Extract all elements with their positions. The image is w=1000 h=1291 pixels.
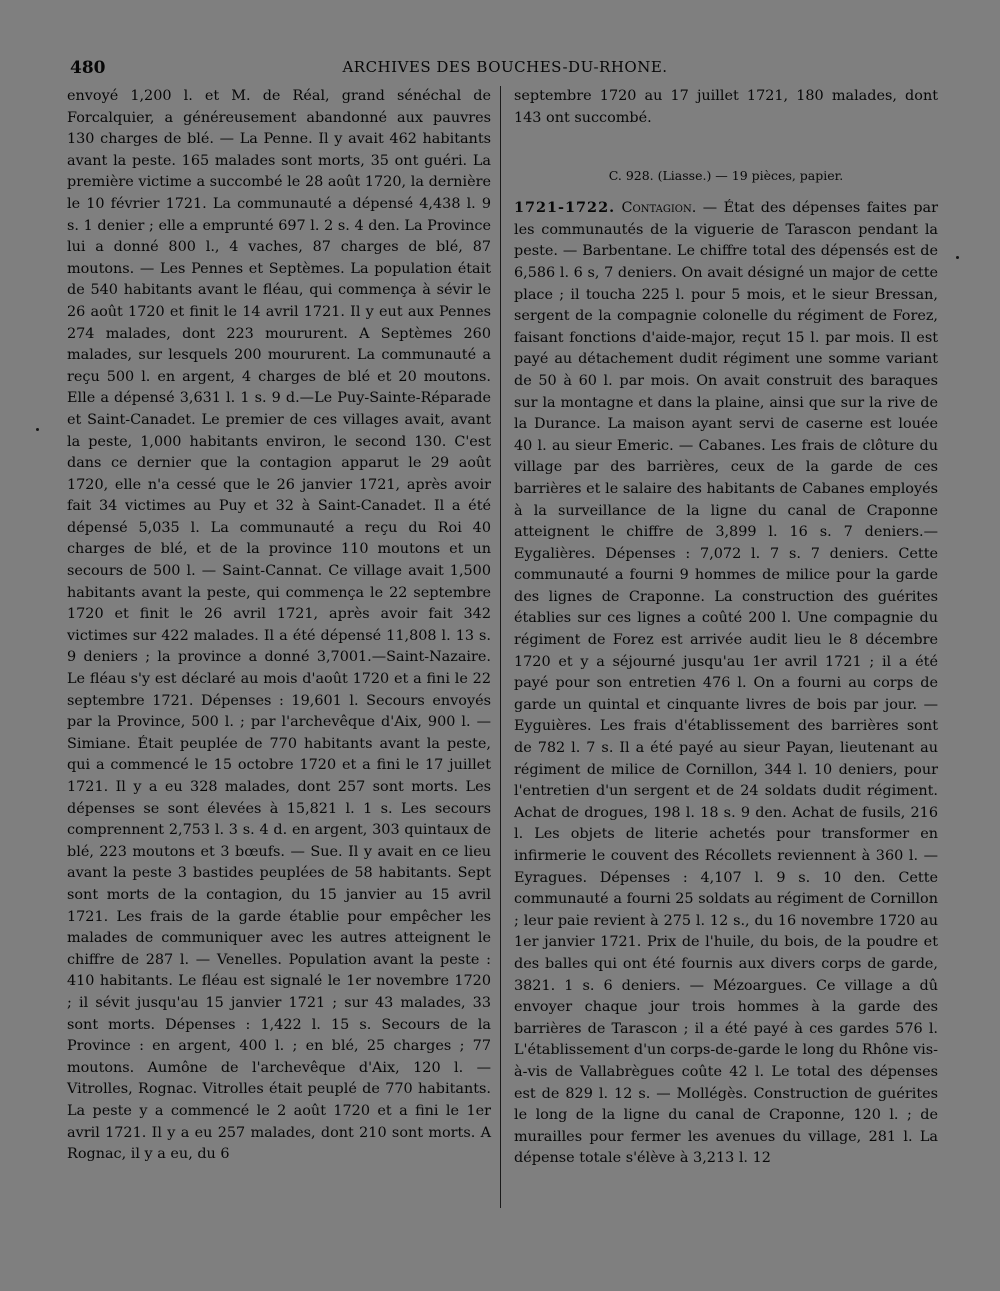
- continuation-text: septembre 1720 au 17 juillet 1721, 180 malades, dont 143 ont succombé.: [514, 88, 938, 126]
- right-column: [514, 86, 938, 1170]
- page-number: 480: [70, 58, 106, 78]
- entry-text: — État des dépenses faites par les communautés de la viguerie de Tarascon pendant la peste. — Barbentane. Le chiffre total des dépensés est de 6,586 l. 6 s, 7 deniers. On avait désigné un major de cette place ; il toucha 225 l. pour 5 mois, et le sieur Bressan, sergent de la compagnie colonelle du régiment de Forez, faisant fonctions d'aide-major, reçut 15 l. par mois. Il est payé au détachement dudit régiment une somme variant de 50 à 60 l. par mois. On avait construit des baraques sur la montagne et dans la plaine, ainsi que sur la rive de la Durance. La maison ayant servi de caserne est louée 40 l. au sieur Emeric. — Cabanes. Les frais de clôture du village par des barrières, ceux de la garde de ces barrières et le salaire des habitants de Cabanes employés à la surveillance de la ligne du canal de Craponne atteignent le chiffre de 3,899 l. 16 s. 7 deniers.— Eygalières. Dépenses : 7,072 l. 7 s. 7 deniers. Cette communauté a fourni 9 hommes de milice pour la garde des lignes de Craponne. La construction des guérites établies sur ces lignes a coûté 200 l. Une compagnie du régiment de Forez est arrivée audit lieu le 8 décembre 1720 et y a séjourné jusqu'au 1er avril 1721 ; il a été payé pour son entretien 476 l. On a fourni au corps de garde un quintal et cinquante livres de bois par jour. — Eyguières. Les frais d'établissement des barrières sont de 782 l. 7 s. Il a été payé au sieur Payan, lieutenant au régiment de milice de Cornillon, 344 l. 10 deniers, pour l'entretien d'un sergent et de 24 soldats dudit régiment. Achat de drogues, 198 l. 18 s. 9 den. Achat de fusils, 216 l. Les objets de literie achetés pour transformer en infirmerie le couvent des Récollets reviennent à 360 l. — Eyragues. Dépenses : 4,107 l. 9 s. 10 den. Cette communauté a fourni 25 soldats au régiment de Cornillon ; leur paie revient à 275 l. 12 s., du 16 novembre 1720 au 1er janvier 1721. Prix de l'huile, du bois, de la poudre et des balles qui ont été fournis aux divers corps de garde, 3821. 1 s. 6 deniers. — Mézoargues. Ce village a dû envoyer chaque jour trois hommes à la garde des barrières de Tarascon ; il a été payé à ces gardes 576 l. L'établissement d'un corps-de-garde le long du Rhône vis-à-vis de Vallabrègues coûte 42 l. Le total des dépenses est de 829 l. 12 s. — Mollégès. Construction de guérites le long de la ligne du canal de Craponne, 120 l. ; de murailles pour fermer les avenues du village, 281 l. La dépense totale s'élève à 3,213 l. 12: [514, 200, 939, 1167]
- running-title: ARCHIVES DES BOUCHES-DU-RHONE.: [342, 58, 668, 76]
- entry-keyword: Contagion.: [621, 200, 697, 217]
- entry-date: 1721-1722.: [514, 199, 616, 217]
- column-divider: [500, 86, 501, 1208]
- left-column: [67, 86, 491, 1166]
- left-column-text: envoyé 1,200 l. et M. de Réal, grand sénéchal de Forcalquier, a généreusement abandonné aux pauvres 130 charges de blé. — La Penne. Il y avait 462 habitants avant la peste. 165 malades sont morts, 35 ont guéri. La première victime a succombé le 28 août 1720, la dernière le 10 février 1721. La communauté a dépensé 4,438 l. 9 s. 1 denier ; elle a emprunté 697 l. 2 s. 4 den. La Province lui a donné 800 l., 4 vaches, 87 charges de blé, 87 moutons. — Les Pennes et Septèmes. La population était de 540 habitants avant le fléau, qui commença à sévir le 26 août 1720 et finit le 14 avril 1721. Il y eut aux Pennes 274 malades, dont 223 moururent. A Septèmes 260 malades, sur lesquels 200 moururent. La communauté a reçu 500 l. en argent, 4 charges de blé et 20 moutons. Elle a dépensé 3,631 l. 1 s. 9 d.—Le Puy-Sainte-Réparade et Saint-Canadet. Le premier de ces villages avait, avant la peste, 1,000 habitants environ, le second 130. C'est dans ce dernier que la contagion apparut le 29 août 1720, elle n'a cessé que le 26 janvier 1721, après avoir fait 34 victimes au Puy et 32 à Saint-Canadet. Il a été dépensé 5,035 l. La communauté a reçu du Roi 40 charges de blé, et de la province 110 moutons et un secours de 500 l. — Saint-Cannat. Ce village avait 1,500 habitants avant la peste, qui commença le 22 septembre 1720 et finit le 26 avril 1721, après avoir fait 342 victimes sur 422 malades. Il a été dépensé 11,808 l. 13 s. 9 deniers ; la province a donné 3,7001.—Saint-Nazaire. Le fléau s'y est déclaré au mois d'août 1720 et a fini le 22 septembre 1721. Dépenses : 19,601 l. Secours envoyés par la Province, 500 l. ; par l'archevêque d'Aix, 900 l. —Simiane. Était peuplée de 770 habitants avant la peste, qui a commencé le 15 octobre 1720 et a fini le 17 juillet 1721. Il y a eu 328 malades, dont 257 sont morts. Les dépenses se sont élevées à 15,821 l. 1 s. Les secours comprennent 2,753 l. 3 s. 4 d. en argent, 303 quintaux de blé, 223 moutons et 3 bœufs. — Sue. Il y avait en ce lieu avant la peste 3 bastides peuplées de 58 habitants. Sept sont morts de la contagion, du 15 janvier au 15 avril 1721. Les frais de la garde établie pour empêcher les malades de communiquer avec les autres atteignent le chiffre de 287 l. — Venelles. Population avant la peste : 410 habitants. Le fléau est signalé le 1er novembre 1720 ; il sévit jusqu'au 15 janvier 1721 ; sur 43 malades, 33 sont morts. Dépenses : 1,422 l. 15 s. Secours de la Province : en argent, 400 l. ; en blé, 25 charges ; 77 moutons. Aumône de l'archevêque d'Aix, 120 l. — Vitrolles, Rognac. Vitrolles était peuplé de 770 habitants. La peste y a commencé le 2 août 1720 et a fini le 1er avril 1721. Il y a eu 257 malades, dont 210 sont morts. A Rognac, il y a eu, du 6: [67, 88, 491, 1163]
- margin-mark: [956, 256, 959, 259]
- archive-cote: C. 928. (Liasse.) — 19 pièces, papier.: [608, 168, 844, 184]
- page-header: [70, 58, 940, 84]
- margin-mark: [36, 428, 39, 431]
- entry-paragraph: [514, 197, 938, 1170]
